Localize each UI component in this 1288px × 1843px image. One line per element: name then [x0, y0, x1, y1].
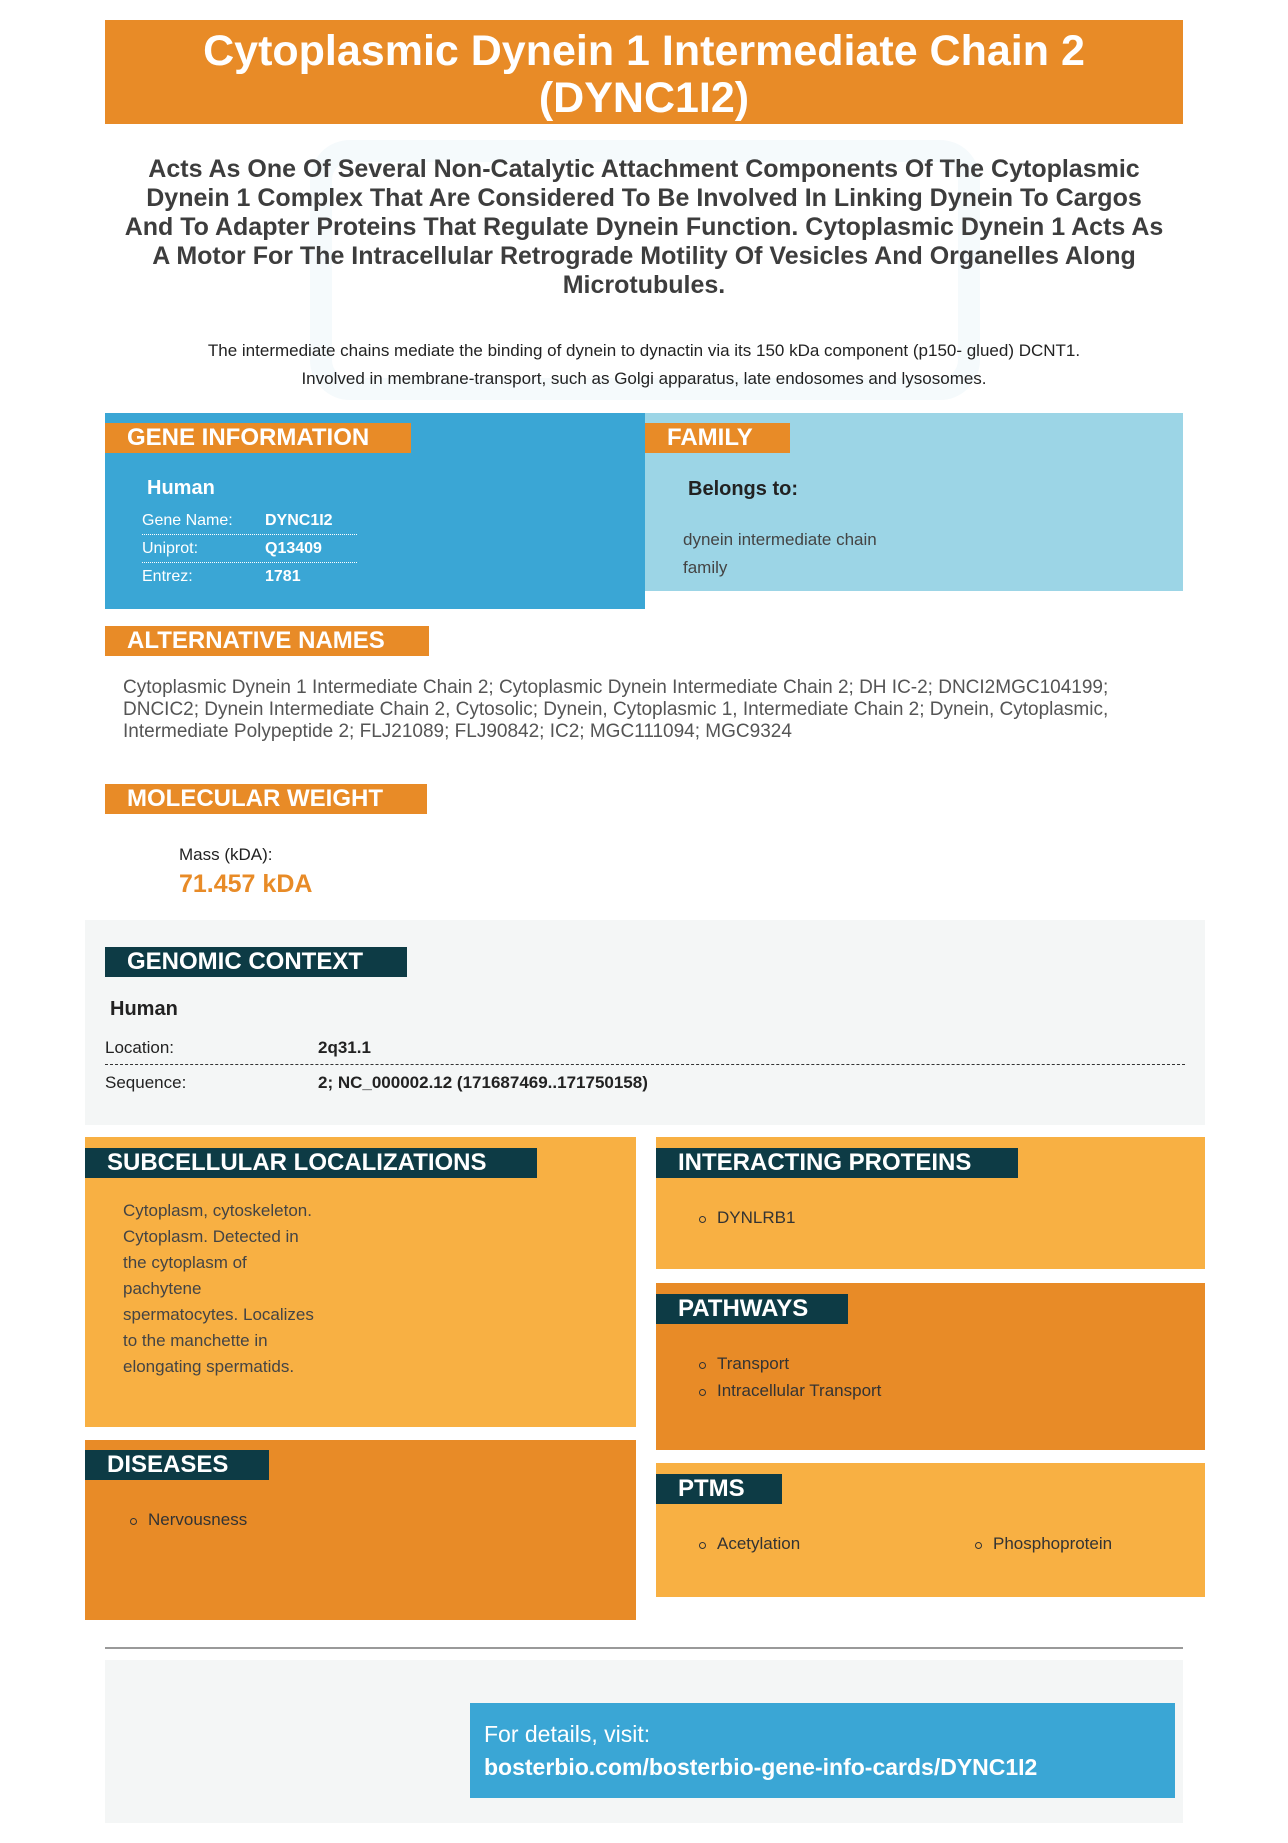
- family-belongs-label: Belongs to:: [688, 478, 798, 500]
- uniprot-value: Q13409: [265, 540, 322, 557]
- ptms-heading: PTMS: [656, 1474, 782, 1504]
- ptms-list: [697, 1530, 800, 1557]
- function-description: [120, 337, 1168, 393]
- family-value: [683, 526, 877, 582]
- uniprot-label: Uniprot:: [142, 540, 199, 557]
- family-heading: FAMILY: [645, 423, 790, 453]
- localization-line: to the manchette in: [123, 1331, 268, 1350]
- details-link-box[interactable]: [470, 1703, 1175, 1798]
- genomic-species: Human: [110, 998, 178, 1020]
- family-line-2: family: [683, 558, 728, 577]
- genomic-context-heading: GENOMIC CONTEXT: [105, 947, 407, 977]
- description-line-1: The intermediate chains mediate the binding of dynein to dynactin via its 150 kDa component (p150- glued) DCNT1.: [207, 341, 1081, 360]
- diseases-heading: DISEASES: [85, 1450, 269, 1480]
- subcellular-localizations-text: [123, 1198, 314, 1380]
- title-line-1: Cytoplasmic Dynein 1 Intermediate Chain 2: [203, 27, 1085, 75]
- entrez-value: 1781: [265, 568, 301, 585]
- localization-line: spermatocytes. Localizes: [123, 1305, 314, 1324]
- gene-species: Human: [147, 477, 215, 499]
- interacting-proteins-list: [697, 1204, 795, 1231]
- family-line-1: dynein intermediate chain: [683, 530, 877, 549]
- list-item: Transport: [697, 1350, 881, 1377]
- pathways-heading: PATHWAYS: [656, 1294, 848, 1324]
- location-value: 2q31.1: [318, 1038, 371, 1057]
- entrez-row: [142, 563, 357, 590]
- list-item: DYNLRB1: [697, 1204, 795, 1231]
- ptms-list-col2: [973, 1530, 1112, 1557]
- genomic-divider: [105, 1064, 1185, 1065]
- location-label: Location:: [105, 1038, 174, 1057]
- gene-name-row: [142, 507, 357, 534]
- molecular-weight-heading: MOLECULAR WEIGHT: [105, 784, 427, 814]
- title-line-2: (DYNC1I2): [538, 74, 750, 122]
- list-item: Phosphoprotein: [973, 1530, 1112, 1557]
- function-summary: Acts As One Of Several Non-Catalytic Attachment Components Of The Cytoplasmic Dynein 1 Complex That Are Considered To Be Involved In Linking Dynein To Cargos And To Adapter Proteins That Regulate Dynein Function. Cytoplasmic Dynein 1 Acts As A Motor For The Intracellular Retrograde Motility Of Vesicles And Organelles Along Microtubules.: [124, 155, 1164, 299]
- localization-line: pachytene: [123, 1279, 202, 1298]
- alternative-names-heading: ALTERNATIVE NAMES: [105, 626, 429, 656]
- details-url-link[interactable]: bosterbio.com/bosterbio-gene-info-cards/DYNC1I2: [484, 1754, 1038, 1780]
- entrez-label: Entrez:: [142, 568, 193, 585]
- mass-value: 71.457 kDA: [179, 870, 313, 898]
- alternative-names-text: Cytoplasmic Dynein 1 Intermediate Chain 2; Cytoplasmic Dynein Intermediate Chain 2; DH IC-2; DNCI2MGC104199; DNCIC2; Dynein Intermediate Chain 2, Cytosolic; Dynein, Cytoplasmic 1, Intermediate Chain 2; Dynein, Cytoplasmic, Intermediate Polypeptide 2; FLJ21089; FLJ90842; IC2; MGC111094; MGC9324: [123, 677, 1109, 742]
- gene-name-label: Gene Name:: [142, 512, 233, 529]
- details-label: For details, visit:: [484, 1721, 651, 1747]
- localization-line: elongating spermatids.: [123, 1357, 295, 1376]
- sequence-label: Sequence:: [105, 1073, 187, 1092]
- list-item: Intracellular Transport: [697, 1377, 881, 1404]
- description-line-2: Involved in membrane-transport, such as Golgi apparatus, late endosomes and lysosomes.: [301, 369, 987, 388]
- diseases-list: [128, 1506, 247, 1533]
- gene-name-value: DYNC1I2: [265, 512, 333, 529]
- interacting-proteins-heading: INTERACTING PROTEINS: [656, 1148, 1018, 1178]
- sequence-value: 2; NC_000002.12 (171687469..171750158): [318, 1073, 648, 1092]
- footer-divider: [105, 1647, 1183, 1649]
- localization-line: Cytoplasm, cytoskeleton.: [123, 1201, 312, 1220]
- page-title: [105, 20, 1183, 124]
- pathways-list: [697, 1350, 881, 1404]
- list-item: Acetylation: [697, 1530, 800, 1557]
- localization-line: Cytoplasm. Detected in: [123, 1227, 299, 1246]
- list-item: Nervousness: [128, 1506, 247, 1533]
- gene-information-heading: GENE INFORMATION: [105, 423, 411, 453]
- uniprot-row: [142, 535, 357, 562]
- subcellular-localizations-heading: SUBCELLULAR LOCALIZATIONS: [85, 1148, 537, 1178]
- localization-line: the cytoplasm of: [123, 1253, 247, 1272]
- mass-label: Mass (kDA):: [179, 845, 273, 864]
- gene-info-table: [142, 507, 357, 590]
